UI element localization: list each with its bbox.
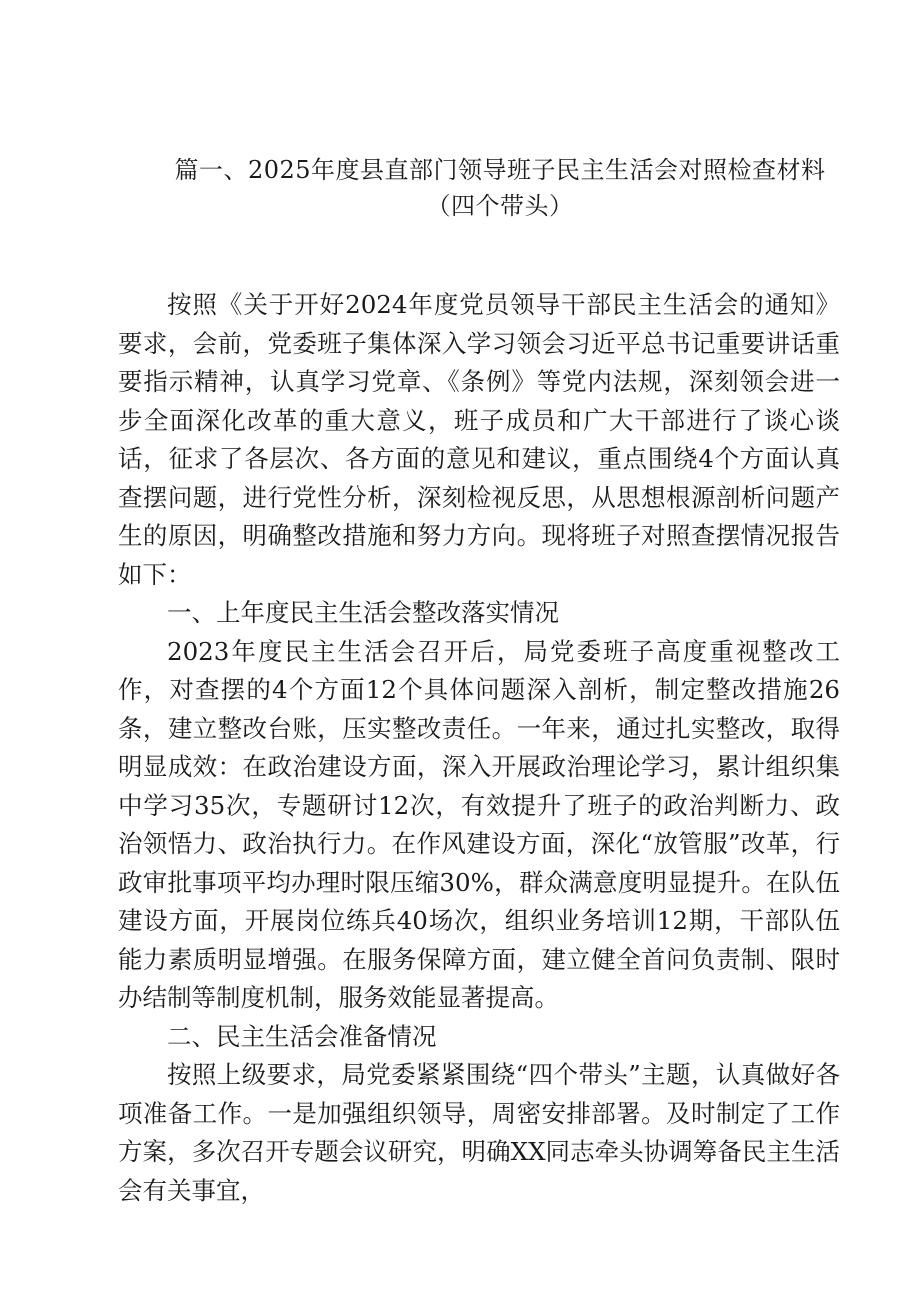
section-heading-2: 二、民主生活会准备情况 bbox=[167, 1021, 437, 1051]
intro-paragraph: 按照《关于开好2024年度党员领导干部民主生活会的通知》要求，会前，党委班子集体深入学习领会习近平总书记重要讲话重要指示精神，认真学习党章、《条例》等党内法规，深刻领会进一步全面深化改革的重大意义，班子成员和广大干部进行了谈心谈话，征求了各层次、各方面的意见和建议，重点围绕4个方面认真查摆问题，进行党性分析，深刻检视反思，从思想根源剖析问题产生的原因，明确整改措施和努力方向。现将班子对照查摆情况报告如下： bbox=[118, 290, 840, 589]
document-title: 篇一、2025年度县直部门领导班子民主生活会对照检查材料（四个带头） bbox=[174, 156, 826, 220]
section-1-paragraph: 2023年度民主生活会召开后，局党委班子高度重视整改工作，对查摆的4个方面12个具体问题深入剖析，制定整改措施26条，建立整改台账，压实整改责任。一年来，通过扎实整改，取得明显成效：在政治建设方面，深入开展政治理论学习，累计组织集中学习35次，专题研讨12次，有效提升了班子的政治判断力、政治领悟力、政治执行力。在作风建设方面，深化“放管服”改革，行政审批事项平均办理时限压缩30%，群众满意度明显提升。在队伍建设方面，开展岗位练兵40场次，组织业务培训12期，干部队伍能力素质明显增强。在服务保障方面，建立健全首问负责制、限时办结制等制度机制，服务效能显著提高。 bbox=[118, 636, 840, 1012]
document-body bbox=[118, 286, 840, 1210]
section-heading-1: 一、上年度民主生活会整改落实情况 bbox=[167, 598, 559, 627]
section-2-paragraph: 按照上级要求，局党委紧紧围绕“四个带头”主题，认真做好各项准备工作。一是加强组织领导，周密安排部署。及时制定了工作方案，多次召开专题会议研究，明确XX同志牵头协调筹备民主生活会有关事宜， bbox=[118, 1060, 840, 1205]
